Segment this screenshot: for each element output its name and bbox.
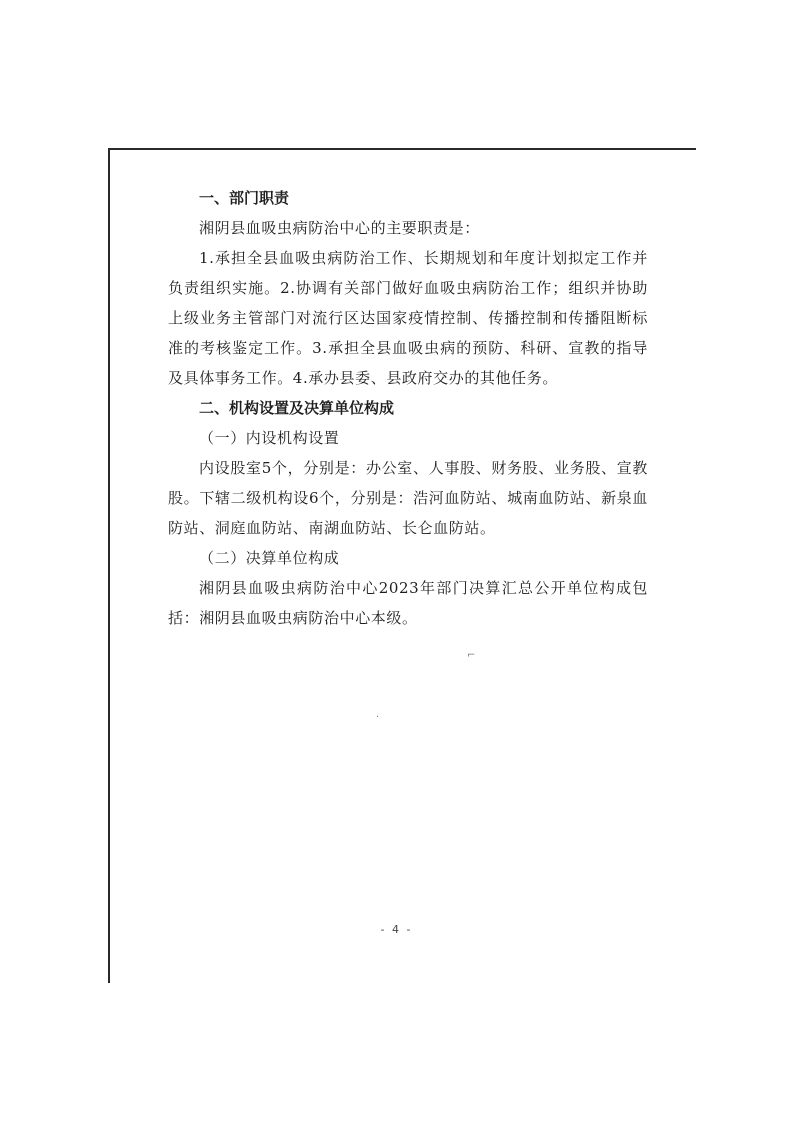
responsibilities-intro: 湘阴县血吸虫病防治中心的主要职责是： <box>199 219 480 237</box>
scan-border-left <box>108 148 110 983</box>
scan-speck: · <box>376 712 380 723</box>
subsection-heading-accounting-units: （二）决算单位构成 <box>199 549 340 567</box>
scan-speck: ⌐ <box>467 650 476 661</box>
section-heading-responsibilities: 一、部门职责 <box>199 189 290 207</box>
internal-units-paragraph: 内设股室5个，分别是：办公室、人事股、财务股、业务股、宣教股。下辖二级机构设6个，分别是：浩河血防站、城南血防站、新泉血防站、洞庭血防站、南湖血防站、长仑血防站。 <box>168 459 648 537</box>
subsection-heading-internal-units: （一）内设机构设置 <box>199 429 340 447</box>
document-body <box>168 183 648 633</box>
responsibilities-paragraph: 1.承担全县血吸虫病防治工作、长期规划和年度计划拟定工作并负责组织实施。2.协调有关部门做好血吸虫病防治工作；组织并协助上级业务主管部门对流行区达国家疫情控制、传播控制和传播阻断标准的考核鉴定工作。3.承担全县血吸虫病的预防、科研、宣教的指导及具体事务工作。4.承办县委、县政府交办的其他任务。 <box>168 249 648 387</box>
accounting-units-paragraph: 湘阴县血吸虫病防治中心2023年部门决算汇总公开单位构成包括：湘阴县血吸虫病防治中心本级。 <box>168 579 648 627</box>
section-heading-organization: 二、机构设置及决算单位构成 <box>199 399 395 417</box>
page-number: - 4 - <box>380 923 413 936</box>
scan-border-top <box>108 148 696 150</box>
